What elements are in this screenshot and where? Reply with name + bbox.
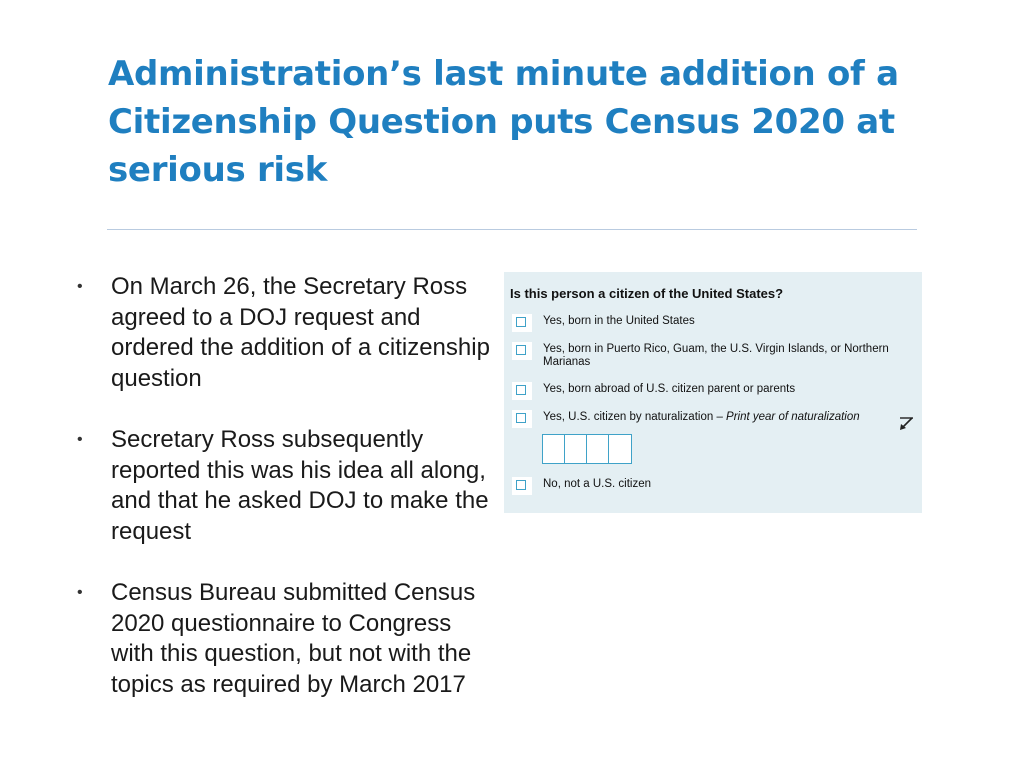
bullet-marker: •: [77, 278, 83, 295]
naturalization-label: Yes, U.S. citizen by naturalization –: [543, 411, 723, 423]
bullet-marker: •: [77, 584, 83, 601]
form-question: Is this person a citizen of the United States?: [510, 286, 784, 301]
year-cell: [587, 435, 609, 463]
checkbox: [512, 477, 532, 495]
bullet-item: [75, 425, 495, 547]
year-cell: [609, 435, 631, 463]
bullet-text: Secretary Ross subsequently reported this was his idea all along, and that he asked DOJ to make the request: [111, 426, 489, 545]
bullet-marker: •: [77, 431, 83, 448]
checkbox: [512, 314, 532, 332]
checkbox: [512, 382, 532, 400]
form-option-label: No, not a U.S. citizen: [543, 478, 652, 490]
bullet-item: [75, 272, 495, 394]
census-form-excerpt: [504, 272, 922, 513]
bullet-item: [75, 578, 495, 700]
slide-title: Administration’s last minute addition of a Citizenship Question puts Census 2020 at serious risk: [108, 54, 899, 190]
checkbox: [512, 410, 532, 428]
year-cell: [565, 435, 587, 463]
form-option-label: Yes, born in Puerto Rico, Guam, the U.S. Virgin Islands, or Northern Marianas: [543, 343, 889, 368]
form-option-label: Yes, born abroad of U.S. citizen parent or parents: [543, 383, 796, 395]
naturalization-hint: Print year of naturalization: [726, 411, 860, 423]
form-option-label: [543, 411, 903, 424]
year-input-boxes: [542, 434, 632, 464]
bullet-text: On March 26, the Secretary Ross agreed to a DOJ request and ordered the addition of a citizenship question: [111, 273, 490, 392]
bullet-text: Census Bureau submitted Census 2020 questionnaire to Congress with this question, but not with the topics as required by March 2017: [111, 579, 476, 698]
bullet-list: [75, 272, 495, 731]
checkbox: [512, 342, 532, 360]
pointer-arrow-icon: [898, 415, 914, 431]
year-cell: [543, 435, 565, 463]
form-option-label: Yes, born in the United States: [543, 315, 695, 327]
title-divider: [107, 229, 917, 230]
